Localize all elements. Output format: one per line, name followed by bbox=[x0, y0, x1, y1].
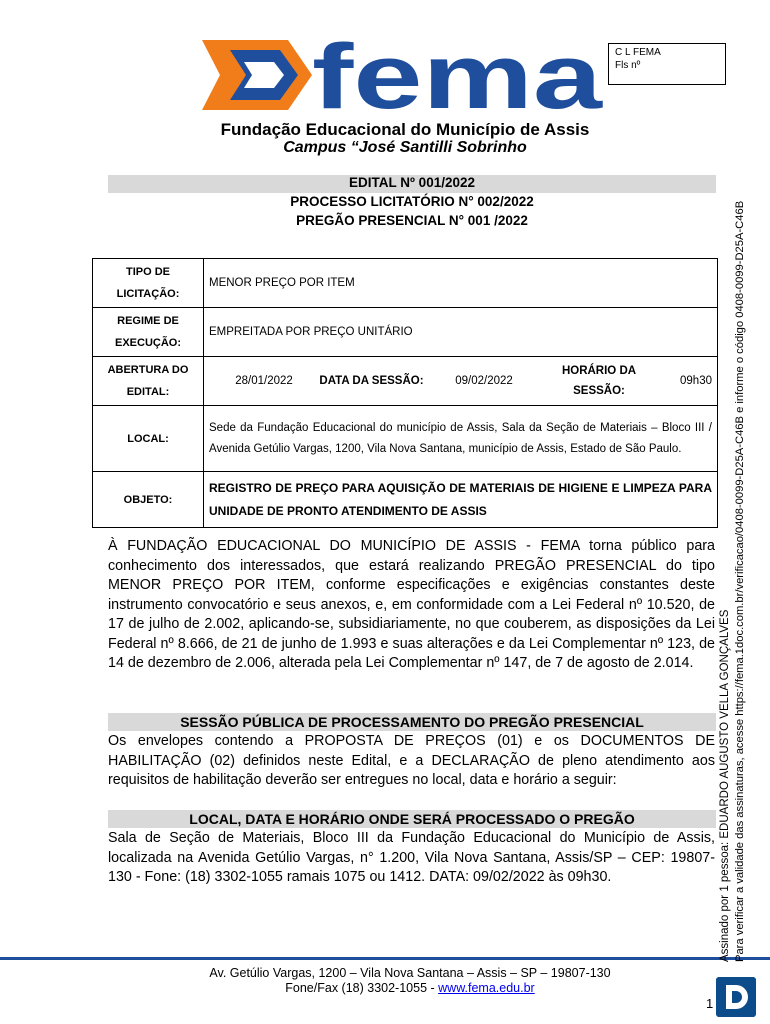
edital-number: EDITAL Nº 001/2022 bbox=[349, 175, 475, 190]
dates-row bbox=[209, 361, 712, 401]
abertura-value: 28/01/2022 bbox=[235, 375, 293, 387]
campus-name: Campus “José Santilli Sobrinho bbox=[283, 139, 527, 156]
intro-paragraph: À FUNDAÇÃO EDUCACIONAL DO MUNICÍPIO DE ASSIS - FEMA torna público para conhecimento dos interessados, que estará realizando PREGÃO PRESENCIAL do tipo MENOR PREÇO POR ITEM, conforme especificações e exigências constantes deste instrumento convocatório e seus anexos, e, em conformidade com a Lei Federal nº 10.520, de 17 de julho de 2.002, aplicando-se, subsidiariamente, no que couberem, as disposições da Lei Federal nº 8.666, de 21 de junho de 1.993 e suas alterações e da Lei Complementar nº 123, de 14 de dezembro de 2.006, alterada pela Lei Complementar nº 147, de 7 de agosto de 2.014. bbox=[108, 538, 715, 671]
regime-label: REGIME DE EXECUÇÃO: bbox=[93, 308, 204, 357]
page-number: 1 bbox=[706, 996, 714, 1011]
data-sessao-value: 09/02/2022 bbox=[455, 375, 513, 387]
data-sessao-label: DATA DA SESSÃO: bbox=[319, 375, 424, 387]
section1-text: Os envelopes contendo a PROPOSTA DE PREÇOS (01) e os DOCUMENTOS DE HABILITAÇÃO (02) definidos neste Edital, e a DECLARAÇÃO de pleno atendimento aos requisitos de habilitação deverão ser entregues no local, data e horário a seguir: bbox=[108, 733, 715, 788]
footer-phone: Fone/Fax (18) 3302-1055 - bbox=[285, 981, 439, 995]
tipo-value: MENOR PREÇO POR ITEM bbox=[204, 259, 718, 308]
horario-label: HORÁRIO DA SESSÃO: bbox=[561, 365, 637, 397]
regime-value: EMPREITADA POR PREÇO UNITÁRIO bbox=[204, 308, 718, 357]
section2-title: LOCAL, DATA E HORÁRIO ONDE SERÁ PROCESSADO O PREGÃO bbox=[189, 811, 635, 827]
fema-logo bbox=[200, 30, 610, 120]
local-value: Sede da Fundação Educacional do município de Assis, Sala da Seção de Materiais – Bloco III / Avenida Getúlio Vargas, 1200, Vila Nova Santana, município de Assis, Estado de São Paulo. bbox=[204, 406, 718, 472]
edital-info-table bbox=[92, 258, 718, 528]
footer-contact bbox=[100, 981, 720, 996]
footer-address: Av. Getúlio Vargas, 1200 – Vila Nova Santana – Assis – SP – 19807-130 bbox=[209, 966, 611, 980]
logo-wordmark: fema bbox=[312, 30, 604, 120]
stamp-line-2: Fls nº bbox=[615, 60, 641, 71]
process-number: PROCESSO LICITATÓRIO N° 002/2022 bbox=[290, 194, 534, 209]
dates-cell bbox=[204, 357, 718, 406]
institution-name: Fundação Educacional do Município de Assis bbox=[220, 120, 590, 139]
stamp-line-1: C L FEMA bbox=[615, 47, 661, 58]
pregao-number: PREGÃO PRESENCIAL N° 001 /2022 bbox=[296, 213, 528, 228]
objeto-value: REGISTRO DE PREÇO PARA AQUISIÇÃO DE MATERIAIS DE HIGIENE E LIMPEZA PARA UNIDADE DE PRONTO ATENDIMENTO DE ASSIS bbox=[204, 472, 718, 528]
website-link[interactable]: www.fema.edu.br bbox=[438, 981, 535, 995]
tipo-label: TIPO DE LICITAÇÃO: bbox=[93, 259, 204, 308]
footer-rule bbox=[0, 957, 770, 960]
protocol-stamp-box bbox=[608, 43, 726, 85]
signature-signed-by: Assinado por 1 pessoa: EDUARDO AUGUSTO VELLA GONÇALVES bbox=[719, 609, 731, 962]
horario-value: 09h30 bbox=[680, 375, 712, 387]
1doc-badge-icon bbox=[716, 977, 756, 1017]
footer bbox=[100, 966, 720, 996]
local-label: LOCAL: bbox=[93, 406, 204, 472]
abertura-label: ABERTURA DO EDITAL: bbox=[93, 357, 204, 406]
logo-emblem bbox=[202, 40, 312, 110]
signature-verify: Para verificar a validade das assinaturas, acesse https://fema.1doc.com.br/verificacao/0408-0099-D25A-C46B e informe o código 0408-0099-D25A-C46B bbox=[734, 200, 746, 962]
section2-text: Sala de Seção de Materiais, Bloco III da Fundação Educacional do Município de Assis, localizada na Avenida Getúlio Vargas, n° 1.200, Vila Nova Santana, Assis/SP – CEP: 19807-130 - Fone: (18) 3302-1055 ramais 1075 ou 1412. DATA: 09/02/2022 às 09h30. bbox=[108, 830, 715, 885]
objeto-label: OBJETO: bbox=[93, 472, 204, 528]
section1-title: SESSÃO PÚBLICA DE PROCESSAMENTO DO PREGÃO PRESENCIAL bbox=[180, 714, 644, 730]
